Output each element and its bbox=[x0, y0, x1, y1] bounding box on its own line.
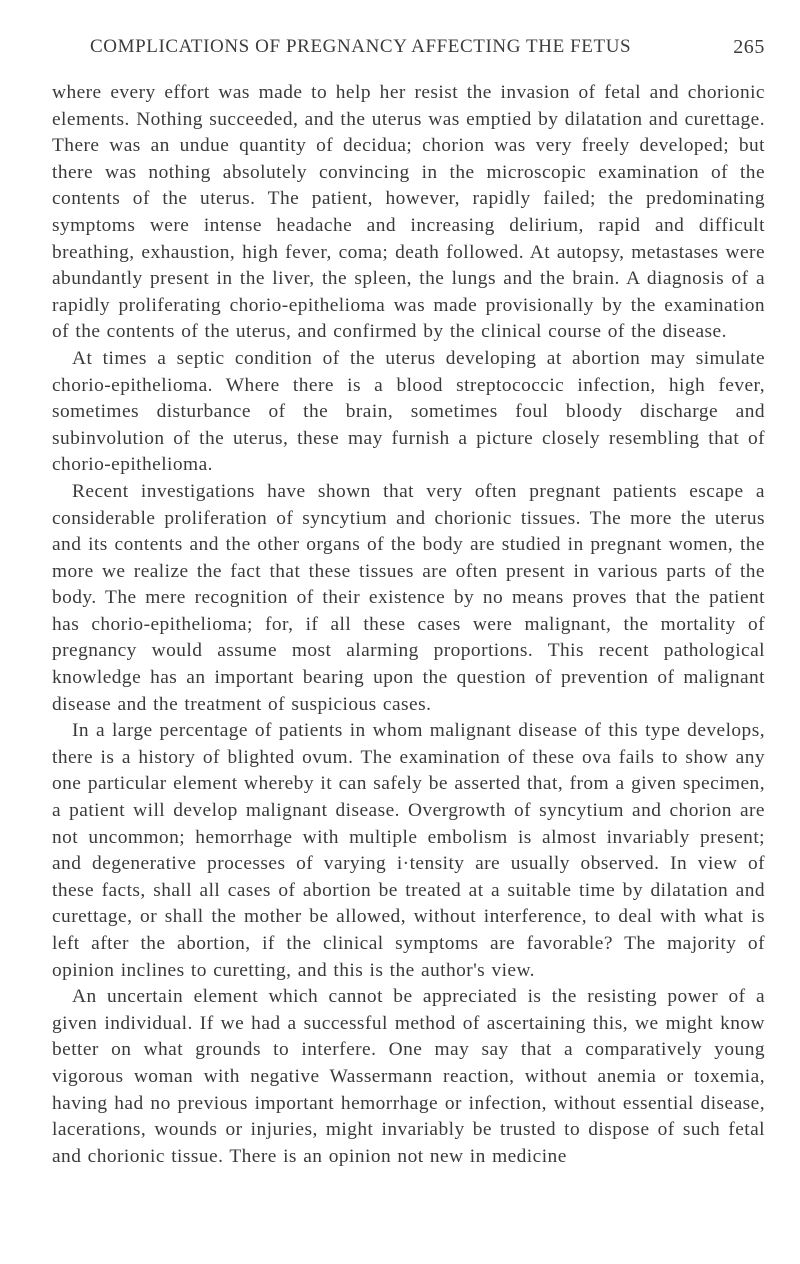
paragraph-2: At times a septic condition of the uterus developing at abortion may simulate chorio-epithelioma. Where there is a blood streptococcic infection, high fever, sometimes disturbance of the brain, sometimes foul bloody discharge and subinvolution of the uterus, these may furnish a picture closely resembling that of chorio-epithelioma. bbox=[52, 347, 765, 476]
paragraph-1: where every effort was made to help her resist the invasion of fetal and chorionic elements. Nothing succeeded, and the uterus was emptied by dilatation and curettage. There was an undue quantity of decidua; chorion was very freely developed; but there was nothing absolutely convincing in the microscopic examination of the contents of the uterus. The patient, however, rapidly failed; the predominating symptoms were intense headache and increasing delirium, rapid and difficult breathing, exhaustion, high fever, coma; death followed. At autopsy, metastases were abundantly present in the liver, the spleen, the lungs and the brain. A diagnosis of a rapidly proliferating chorio-epithelioma was made provisionally by the examination of the contents of the uterus, and confirmed by the clinical course of the disease. bbox=[52, 82, 765, 343]
running-title: COMPLICATIONS OF PREGNANCY AFFECTING THE FETUS bbox=[90, 36, 632, 57]
paragraph-5: An uncertain element which cannot be appreciated is the resisting power of a given individual. If we had a successful method of ascertaining this, we might know better on what grounds to interfere. One may say that a comparatively young vigorous woman with negative Wassermann reaction, without anemia or toxemia, having had no previous important hemorrhage or infection, without essential disease, lacerations, wounds or injuries, might invariably be trusted to dispose of such fetal and chorionic tissue. There is an opinion not new in medicine bbox=[52, 986, 765, 1167]
paragraph-3: Recent investigations have shown that very often pregnant patients escape a considerable proliferation of syncytium and chorionic tissues. The more the uterus and its contents and the other organs of the body are studied in pregnant women, the more we realize the fact that these tissues are often present in various parts of the body. The mere recognition of their existence by no means proves that the patient has chorio-epithelioma; for, if all these cases were malignant, the mortality of pregnancy would assume most alarming proportions. This recent pathological knowledge has an important bearing upon the question of prevention of malignant disease and the treatment of suspicious cases. bbox=[52, 480, 765, 715]
body-text bbox=[52, 80, 765, 1170]
paragraph-4: In a large percentage of patients in whom malignant disease of this type develops, there is a history of blighted ovum. The examination of these ova fails to show any one particular element whereby it can safely be asserted that, from a given specimen, a patient will develop malignant disease. Overgrowth of syncytium and chorion are not uncommon; hemorrhage with multiple embolism is almost invariably present; and degenerative processes of varying i·tensity are usually observed. In view of these facts, shall all cases of abortion be treated at a suitable time by dilatation and curettage, or shall the mother be allowed, without interference, to deal with what is left after the abortion, if the clinical symptoms are favorable? The majority of opinion inclines to curetting, and this is the author's view. bbox=[52, 720, 765, 981]
page-number: 265 bbox=[733, 36, 765, 58]
running-head bbox=[90, 36, 765, 66]
